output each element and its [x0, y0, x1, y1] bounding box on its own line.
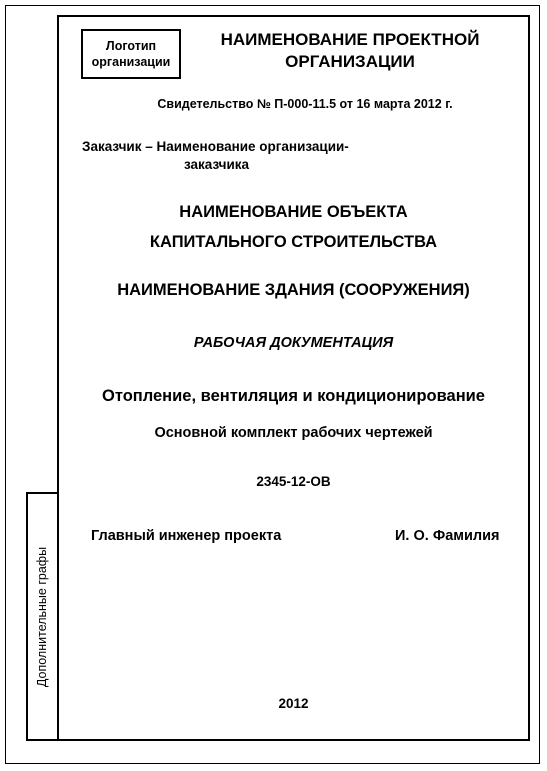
side-column — [26, 492, 59, 741]
subset-title: Основной комплект рабочих чертежей — [154, 425, 433, 441]
building-name: НАИМЕНОВАНИЕ ЗДАНИЯ (СООРУЖЕНИЯ) — [117, 281, 470, 299]
signature-role: Главный инженер проекта — [91, 528, 282, 544]
logo-placeholder — [81, 29, 181, 79]
object-name-line-1: НАИМЕНОВАНИЕ ОБЪЕКТА — [179, 203, 408, 221]
document-code: 2345-12-ОВ — [256, 474, 331, 489]
organization-name-line-2: ОРГАНИЗАЦИИ — [285, 52, 415, 71]
organization-name-line-1: НАИМЕНОВАНИЕ ПРОЕКТНОЙ — [220, 30, 480, 49]
year: 2012 — [278, 696, 309, 711]
document-type: РАБОЧАЯ ДОКУМЕНТАЦИЯ — [193, 335, 394, 351]
signature-name: И. О. Фамилия — [395, 528, 500, 544]
side-label: Дополнительные графы — [35, 546, 50, 687]
object-name-line-2: КАПИТАЛЬНОГО СТРОИТЕЛЬСТВА — [149, 233, 438, 251]
section-title: Отопление, вентиляция и кондиционирование — [102, 387, 485, 405]
customer-line-1: Заказчик – Наименование организации- — [82, 139, 349, 154]
customer-line-2: заказчика — [184, 157, 250, 172]
organization-name — [195, 29, 505, 73]
logo-line-1: Логотип — [105, 39, 157, 53]
certificate: Свидетельство № П-000-11.5 от 16 марта 2012 г. — [157, 97, 453, 111]
logo-line-2: организации — [91, 55, 171, 69]
title-frame — [57, 15, 530, 741]
